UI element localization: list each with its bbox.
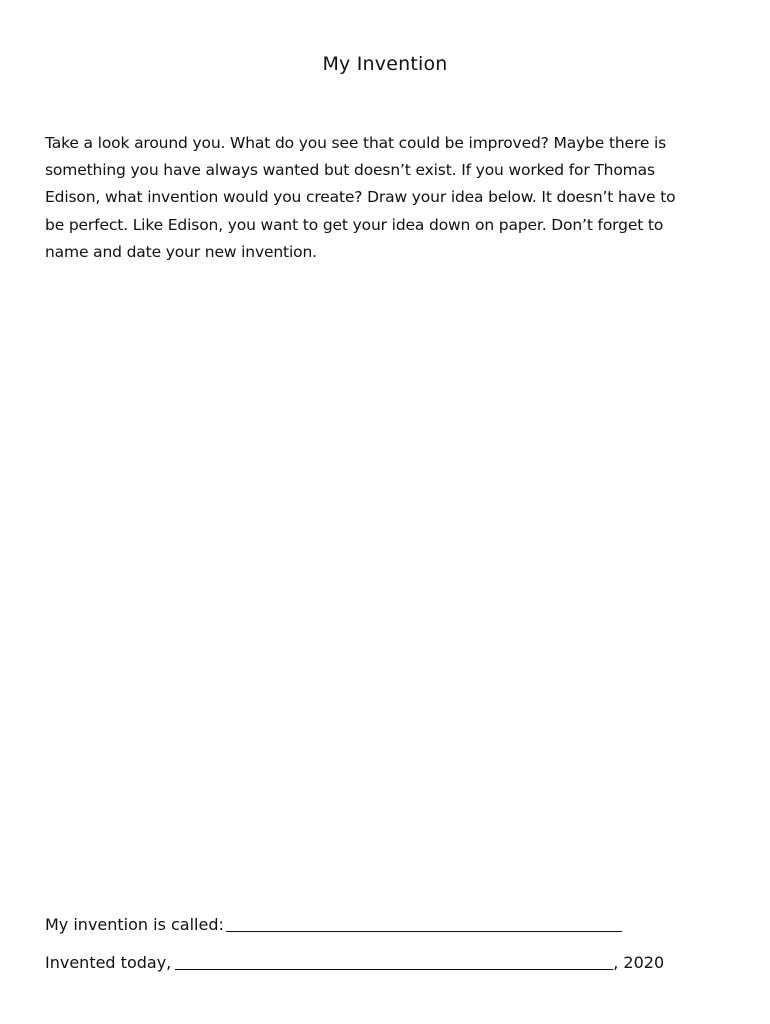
instructions-line: Take a look around you. What do you see that could be improved? Maybe there is [45, 134, 667, 152]
instructions-line: be perfect. Like Edison, you want to get your idea down on paper. Don’t forget to [45, 215, 664, 234]
instructions-line: name and date your new invention. [45, 242, 317, 261]
page-title: My Invention [322, 53, 448, 75]
invention-date-field[interactable] [175, 951, 613, 970]
invention-name-field[interactable] [226, 913, 622, 932]
invention-date-label: Invented today, [45, 953, 172, 972]
instructions-line: something you have always wanted but doesn’t exist. If you worked for Thomas [45, 161, 655, 180]
drawing-area[interactable] [45, 290, 725, 880]
instructions-line: Edison, what invention would you create? Draw your idea below. It doesn’t have to [45, 188, 676, 207]
invention-date-row [45, 951, 664, 975]
invention-year-text: , 2020 [613, 953, 665, 972]
instructions-paragraph [45, 130, 735, 266]
invention-name-label: My invention is called: [45, 915, 224, 934]
invention-name-row [45, 913, 622, 937]
